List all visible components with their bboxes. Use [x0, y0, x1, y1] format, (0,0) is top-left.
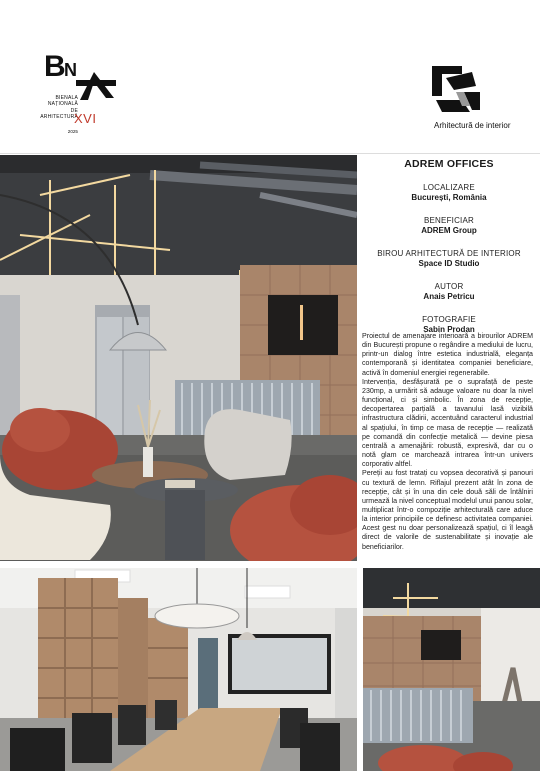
- credit-label: LOCALIZARE: [423, 183, 475, 192]
- bna-year: 2025: [67, 129, 78, 134]
- description-paragraph: Pereții au fost tratați cu vopsea decorativă și panouri cu textură de lemn. Riflajul prezent atât în zona de recepție, cât și în una din cele două săli de întâlniri urmează la nivel conceptual modelul unui panou solar, multiplicat într-o compoziție arhitecturală care aduce la interior principiile ce definesc activitatea companiei. Acest gest nu doar personalizează spațiul, ci îl leagă direct de valorile de sustenabilitate și inovație ale beneficiarilor.: [362, 469, 533, 551]
- credit-label: AUTOR: [434, 282, 464, 291]
- credit-value: ADREM Group: [421, 226, 477, 235]
- bna-letter-n: N: [64, 60, 77, 80]
- description-paragraph: Proiectul de amenajare interioară a birourilor ADREM din București propune o regândire a mediului de lucru, printr-un dialog între estetica industrială, eleganța contemporană și identitatea companiei beneficiare, activă în domeniul energiei regenerabile.: [362, 332, 533, 377]
- credit-label: BIROU ARHITECTURĂ DE INTERIOR: [377, 249, 521, 258]
- credit-location: [361, 183, 537, 203]
- credit-client: [361, 216, 537, 236]
- bna-bar: [76, 80, 116, 86]
- page-header: [0, 0, 540, 153]
- credit-value: Space ID Studio: [418, 259, 480, 268]
- reception-detail-photo: [363, 568, 540, 771]
- bna-line: NAȚIONALĂ: [47, 101, 78, 108]
- credit-label: FOTOGRAFIE: [422, 315, 476, 324]
- bna-line: ARHITECTURĂ: [40, 114, 78, 121]
- bna-edition: XVI: [74, 111, 97, 126]
- credit-value: Anais Petricu: [423, 292, 475, 301]
- reception-photo: [0, 155, 357, 561]
- bna-line: DE: [70, 107, 78, 114]
- credit-value: București, România: [411, 193, 487, 202]
- bna-title-lines: [38, 95, 78, 121]
- bna-logo-icon: [38, 42, 128, 142]
- header-divider: [0, 153, 540, 154]
- bna-letter-b: B: [44, 50, 66, 83]
- credit-author: [361, 282, 537, 302]
- description-paragraph: Intervenția, desfășurată pe o suprafață de peste 230mp, a urmărit să adauge valoare nu doar la nivel funcțional, ci și simbolic. În zona de recepție, decopertarea parțială a tavanului lasă vizibilă infrastructura clădirii, accentuând caracterul industrial al spațiului, în timp ce masa de recepție — realizată pe comandă din confecție metalică — devine piesa centrală a amenajării: robustă, expresivă, dar cu o notă glam ce marchează intrarea într-un univers corporativ altfel.: [362, 377, 533, 469]
- bna-line: BIENALA: [55, 95, 78, 101]
- credit-label: BENEFICIAR: [423, 216, 474, 225]
- category-label: Arhitectură de interior: [434, 121, 511, 130]
- conference-room-photo: [0, 568, 357, 771]
- project-description: [362, 332, 533, 552]
- credit-office: [361, 249, 537, 269]
- credit-value: Sabin Prodan: [423, 325, 475, 334]
- project-info: [361, 155, 537, 335]
- category-logo-icon: [432, 66, 482, 116]
- project-title: ADREM OFFICES: [404, 158, 494, 170]
